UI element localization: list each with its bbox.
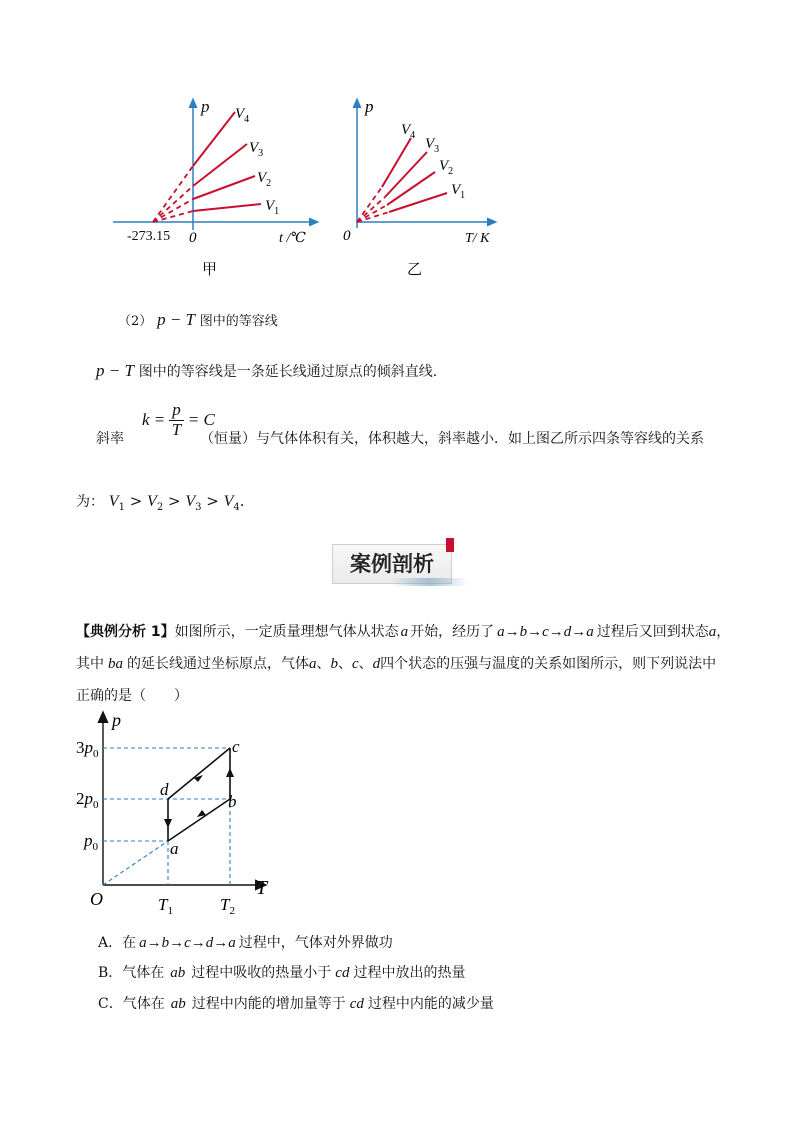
jia-origin-label: 0 (189, 230, 197, 246)
option-a[interactable]: A．在 a→b→c→d→a 过程中，气体对外界做功 (98, 935, 393, 951)
example-line2: 其中 ba 的延长线通过坐标原点，气体a、b、c、d四个状态的压强与温度的关系如图所示，则下列说法中 (76, 656, 717, 672)
example-line1: 【典例分析 1】如图所示，一定质量理想气体从状态 a 开始，经历了 a→b→c→d→a 过程后又回到状态a， (76, 624, 731, 640)
jia-v3-label: $V_3$ (249, 140, 264, 159)
point-c-label: c (232, 737, 240, 756)
banner-ink-decoration (390, 578, 468, 586)
jia-line-v1 (193, 204, 261, 211)
slope-fraction: $\frac{p}{T}$ (169, 401, 184, 439)
tick-t2: $T_2$ (220, 895, 235, 917)
yi-line-v3 (385, 152, 427, 197)
yi-x-label: T/ K (465, 231, 490, 246)
tick-p0: $p_0$ (84, 831, 98, 853)
section2-line2: （恒量）与气体体积有关，体积越大，斜率越小．如上图乙所示四条等容线的关系 (200, 431, 704, 447)
path-ab (168, 799, 230, 841)
jia-x-label: t /℃ (279, 231, 306, 246)
section2-heading: （2） p − T 图中的等容线 (118, 310, 278, 329)
arrow-bc (226, 768, 234, 777)
ba-extension (103, 841, 168, 885)
case-analysis-banner (330, 538, 470, 588)
yi-origin-label: 0 (343, 228, 351, 244)
point-b-label: b (228, 792, 237, 811)
yi-caption: 乙 (407, 262, 423, 278)
point-d-label: d (160, 780, 169, 799)
slope-label: 斜率 (96, 431, 124, 447)
jia-v1-label: $V_1$ (265, 198, 280, 217)
option-b[interactable]: B．气体在 ab 过程中吸收的热量小于 cd 过程中放出的热量 (98, 965, 466, 981)
slope-formula: k = $\frac{p}{T}$ = C (142, 399, 215, 439)
section2-line1: p − T 图中的等容线是一条延长线通过原点的倾斜直线. (96, 361, 438, 380)
jia-v2-label: $V_2$ (257, 170, 272, 189)
example-line3: 正确的是（ ） (76, 688, 188, 704)
banner-title: 案例剖析 (332, 544, 452, 584)
jia-intercept-label: -273.15 (127, 229, 171, 244)
yi-v1-label: $V_1$ (451, 182, 466, 201)
jia-v4-label: $V_4$ (235, 106, 250, 125)
path-cd (168, 748, 230, 799)
cycle-origin-label: O (90, 889, 103, 909)
jia-line-v3 (193, 144, 247, 186)
yi-v2-label: $V_2$ (439, 158, 454, 177)
jia-y-label: p (201, 97, 210, 116)
jia-caption: 甲 (202, 262, 218, 278)
tick-2p0: $2p_0$ (76, 789, 99, 811)
banner-accent (446, 538, 454, 552)
tick-t1: $T_1$ (158, 895, 173, 917)
option-c[interactable]: C．气体在 ab 过程中内能的增加量等于 cd 过程中内能的减少量 (98, 996, 494, 1012)
cycle-y-label: p (112, 710, 121, 730)
yi-y-label: p (365, 97, 374, 116)
arrow-da (164, 819, 172, 828)
graph-yi (335, 90, 515, 290)
volume-relation: 为： $V_1 > V_2 > V_3 > V_4$. (76, 492, 245, 513)
example-tag: 【典例分析 1】 (76, 624, 175, 640)
yi-v3-label: $V_3$ (425, 136, 440, 155)
yi-line-v1 (389, 193, 447, 212)
yi-line-v4 (382, 138, 411, 187)
cycle-x-label: T (256, 877, 268, 899)
point-a-label: a (170, 839, 179, 858)
tick-3p0: $3p_0$ (76, 738, 99, 760)
graph-jia (105, 90, 325, 290)
yi-v4-label: $V_4$ (401, 122, 416, 141)
cycle-graph (70, 708, 290, 924)
